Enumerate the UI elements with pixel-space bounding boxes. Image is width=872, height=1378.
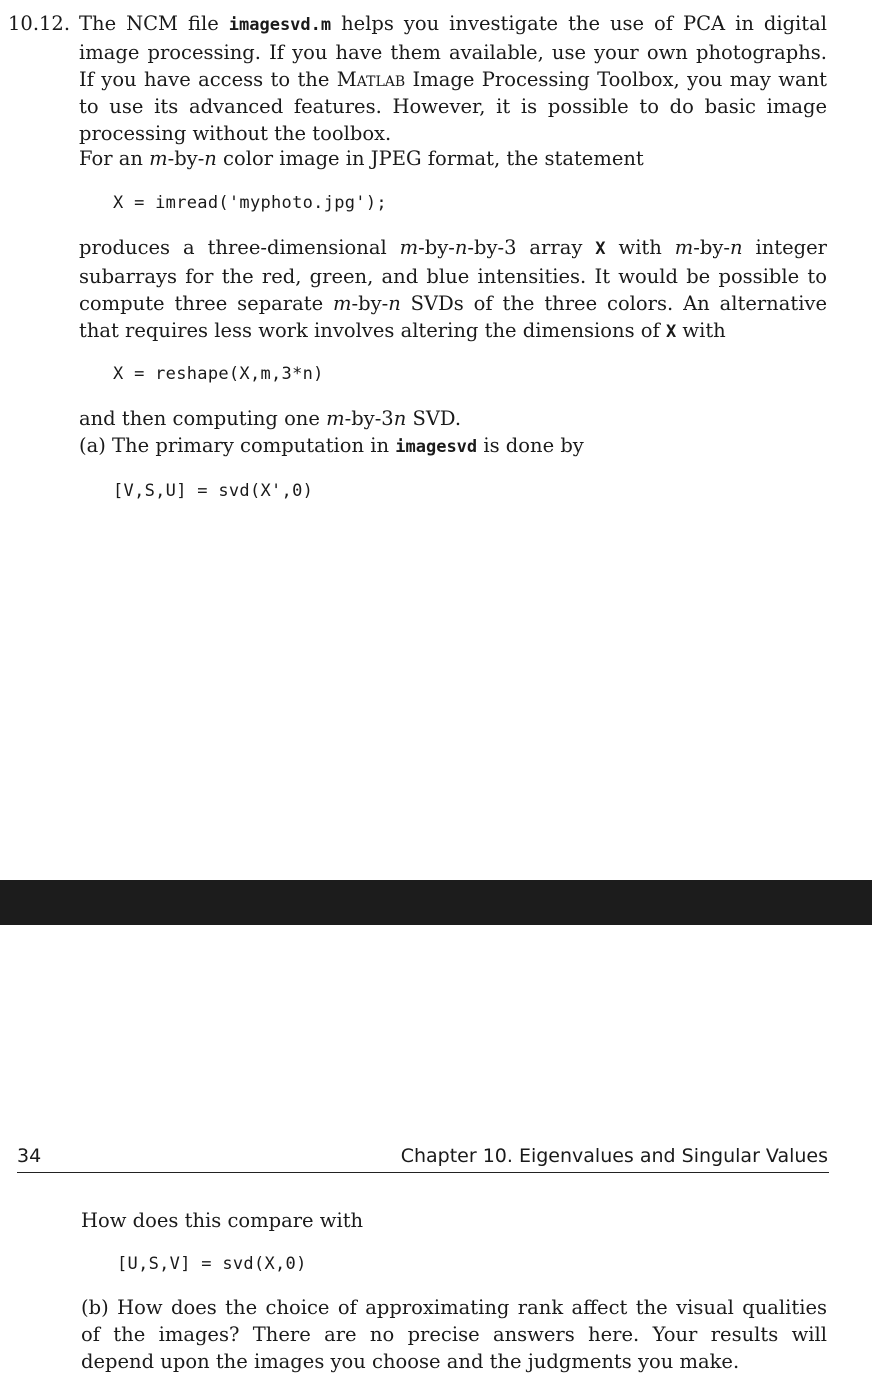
- part-b: (b) How does the choice of approximating rank affect the visual qualities of the images? There are no precise answers here. Your results will depend upon the images you choose and the judgments you make.: [81, 1296, 827, 1373]
- running-head: Chapter 10. Eigenvalues and Singular Values: [400, 1145, 828, 1167]
- exercise-intro: 10.12. The NCM file imagesvd.m helps you investigate the use of PCA in digital image processing. If you have them available, use your own photographs. If you have access to the Matlab Image Processing Toolbox, you may want to use its advanced features. However, it is possible to do basic image processing without the toolbox.: [8, 12, 827, 145]
- page-separator-bar: [0, 880, 872, 925]
- code-svd: [U,S,V] = svd(X,0): [117, 1254, 307, 1274]
- page-number: 34: [17, 1145, 42, 1167]
- code-svd-transpose: [V,S,U] = svd(X',0): [113, 481, 314, 501]
- code-reshape: X = reshape(X,m,3*n): [113, 364, 324, 384]
- file-name: imagesvd.m: [228, 15, 332, 35]
- paragraph-format: For an m-by-n color image in JPEG format, the statement: [79, 147, 644, 170]
- paragraph-array: produces a three-dimensional m-by-n-by-3 array X with m-by-n integer subarrays for the red, green, and blue intensities. It would be possible to compute three separate m-by-n SVDs of the three colors. An alternative that requires less work involves altering the dimensions of X with: [79, 236, 827, 342]
- paragraph-compare: How does this compare with: [81, 1209, 364, 1232]
- part-a: (a) The primary computation in imagesvd is done by: [79, 434, 584, 457]
- matlab-name: Matlab: [336, 68, 406, 91]
- code-imread: X = imread('myphoto.jpg');: [113, 193, 387, 213]
- header-rule: [17, 1172, 829, 1173]
- exercise-number: 10.12.: [8, 12, 71, 35]
- paragraph-svd: and then computing one m-by-3n SVD.: [79, 407, 462, 430]
